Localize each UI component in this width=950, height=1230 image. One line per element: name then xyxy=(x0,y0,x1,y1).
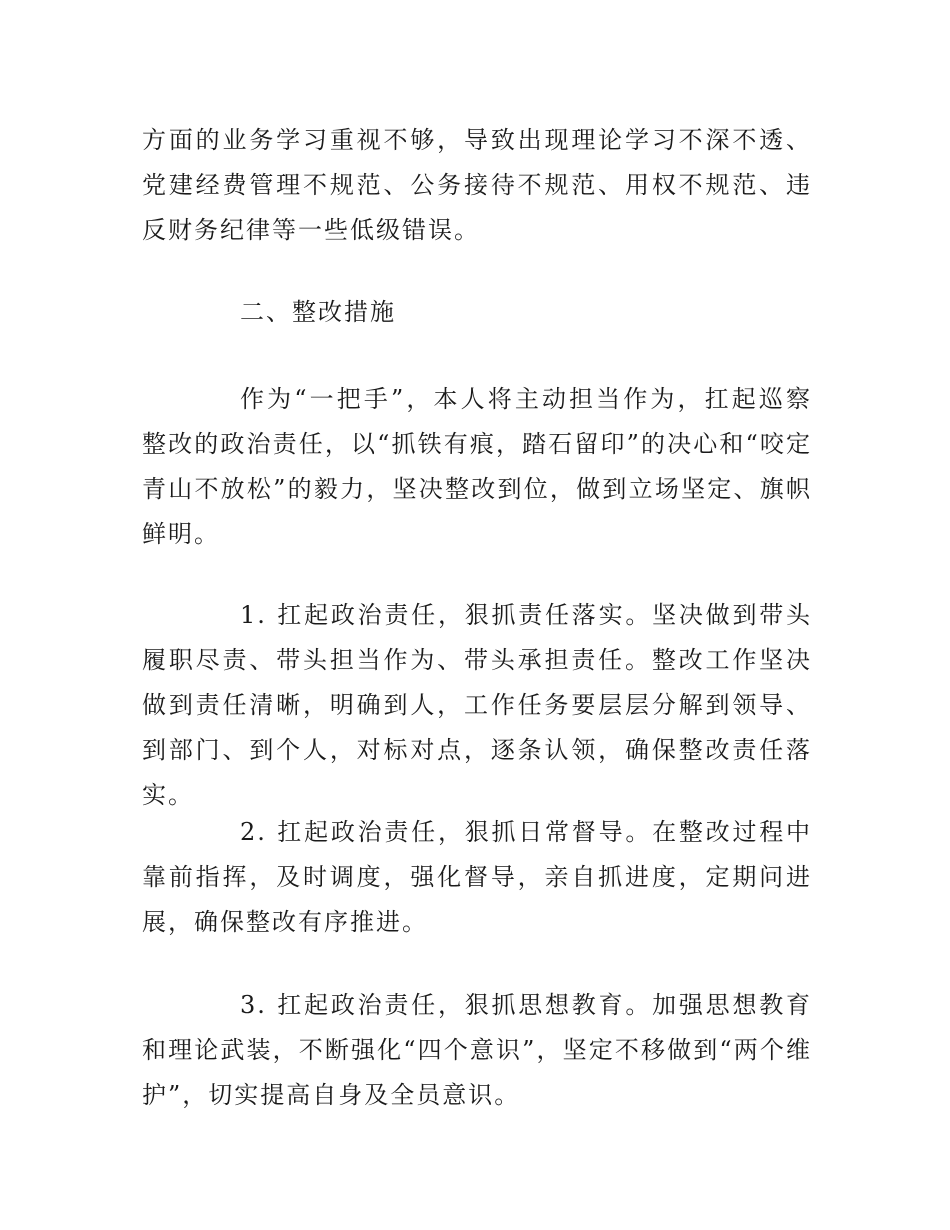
paragraph-item-2: 2. 扛起政治责任，狠抓日常督导。在整改过程中靠前指挥，及时调度，强化督导，亲自抓进度，定期问进展，确保整改有序推进。 xyxy=(142,818,812,936)
section-heading-rectification-measures: 二、整改措施 xyxy=(240,298,396,326)
paragraph-item-3: 3. 扛起政治责任，狠抓思想教育。加强思想教育和理论武装，不断强化“四个意识”，坚定不移做到“两个维护”，切实提高自身及全员意识。 xyxy=(142,991,812,1109)
paragraph-continuation: 方面的业务学习重视不够，导致出现理论学习不深不透、党建经费管理不规范、公务接待不规范、用权不规范、违反财务纪律等一些低级错误。 xyxy=(142,126,812,244)
paragraph-intro: 作为“一把手”，本人将主动担当作为，扛起巡察整改的政治责任，以“抓铁有痕，踏石留印”的决心和“咬定青山不放松”的毅力，坚决整改到位，做到立场坚定、旗帜鲜明。 xyxy=(142,385,812,548)
paragraph-item-1: 1. 扛起政治责任，狠抓责任落实。坚决做到带头履职尽责、带头担当作为、带头承担责任。整改工作坚决做到责任清晰，明确到人，工作任务要层层分解到领导、到部门、到个人，对标对点，逐条认领，确保整改责任落实。 xyxy=(142,601,812,809)
